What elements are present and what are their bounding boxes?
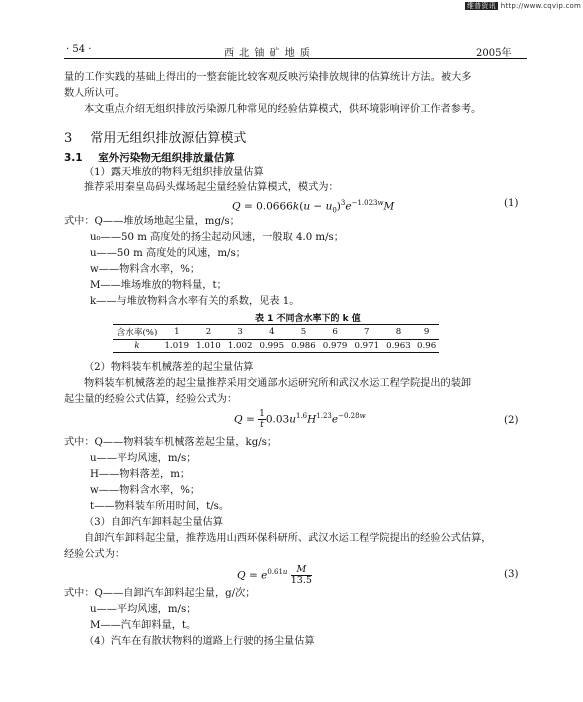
table1 (113, 324, 439, 353)
page-number: · 54 · (66, 44, 92, 55)
table-col: 3 (224, 325, 256, 340)
table-col: 5 (288, 325, 320, 340)
table-row-label: k (113, 340, 161, 353)
table-col: 6 (319, 325, 351, 340)
table-cell: 1.002 (224, 340, 256, 353)
table-col: 2 (193, 325, 225, 340)
item1-def-1: 式中：Q——堆放场地起尘量，mg/s； (64, 216, 240, 227)
watermark-url[interactable]: http://www.cqvip.com (500, 2, 581, 10)
item3-desc-1: 自卸汽车卸料起尘量，推荐选用山西环保科研所、武汉水运工程学院提出的经验公式估算， (84, 533, 492, 544)
table-header-label: 含水率(%) (113, 325, 161, 340)
equation-1: $Q = 0.0666k(u - u_0)^3e^{-1.023w}M$ (232, 199, 395, 215)
item1-def-5: M——堆场堆放的物料量，t； (90, 280, 227, 291)
table-cell: 0.986 (288, 340, 320, 353)
intro-line-2: 数人所认可。 (64, 88, 126, 99)
item1-def-4: w——物料含水率，%； (90, 264, 201, 275)
table-col: 7 (351, 325, 383, 340)
table-col: 4 (256, 325, 288, 340)
subsection-heading (64, 150, 235, 165)
item2-def-1: 式中：Q——物料装车机械落差起尘量，kg/s； (64, 437, 278, 448)
equation-2-number: (2) (504, 415, 519, 426)
watermark-label: 维普资讯 (466, 2, 496, 10)
section-heading (64, 127, 246, 146)
item2-def-4: w——物料含水率，%； (90, 485, 201, 496)
equation-3: $Q = e^{0.61u}$ $\frac{M}{13.5}$ (237, 564, 312, 586)
intro-line-1: 量的工作实践的基础上得出的一整套能比较客观反映污染排放规律的估算统计方法。被大多 (64, 72, 472, 83)
table-col: 8 (383, 325, 415, 340)
equation-1-number: (1) (504, 198, 519, 209)
item3-title: （3）自卸汽车卸料起尘量估算 (84, 517, 223, 528)
header-rule (64, 58, 527, 59)
subsection-number: 3.1 (64, 152, 83, 164)
table-cell: 0.995 (256, 340, 288, 353)
table1-caption: 表 1 不同含水率下的 k 值 (255, 314, 361, 324)
table-col: 1 (161, 325, 193, 340)
table-cell: 0.979 (319, 340, 351, 353)
subsection-title: 室外污染物无组织排放量估算 (98, 152, 235, 164)
item2-def-3: H——物料落差，m； (90, 469, 191, 480)
item2-def-2: u——平均风速，m/s； (90, 453, 197, 464)
equation-2: Q = $\frac{1}{t}$ $0.03u^{1.6}H^{1.23}e^{-0.28w}$ (234, 409, 366, 430)
item1-title: （1）露天堆放的物料无组织排放量估算 (84, 167, 264, 178)
table-cell: 0.96 (414, 340, 439, 353)
table-row-header (113, 325, 439, 340)
item3-def-2: u——平均风速，m/s； (90, 604, 197, 615)
item2-def-5: t——物料装车所用时间，t/s。 (90, 501, 230, 512)
table-row-values (113, 340, 439, 353)
year: 2005年 (476, 48, 512, 59)
table-cell: 0.971 (351, 340, 383, 353)
table-cell: 1.019 (161, 340, 193, 353)
journal-name: 西 北 铀 矿 地 质 (224, 48, 311, 59)
table-cell: 1.010 (193, 340, 225, 353)
equation-3-number: (3) (504, 569, 519, 580)
table-col: 9 (414, 325, 439, 340)
item2-desc-2: 起尘量的经验公式估算，经验公式为： (64, 394, 238, 405)
item1-desc: 推荐采用秦皇岛码头煤场起尘量经验估算模式，模式为： (84, 182, 339, 193)
table-cell: 0.963 (383, 340, 415, 353)
watermark (465, 1, 581, 11)
item1-def-6: k——与堆放物料含水率有关的系数，见表 1。 (90, 296, 300, 307)
item4-title: （4）汽车在有散状物料的道路上行驶的扬尘量估算 (84, 636, 315, 647)
item3-def-1: 式中：Q——自卸汽车卸料起尘量，g/次； (64, 588, 256, 599)
item2-title: （2）物料装车机械落差的起尘量估算 (84, 362, 254, 373)
item2-desc-1: 物料装车机械落差的起尘量推荐采用交通部水运研究所和武汉水运工程学院提出的装卸 (84, 378, 472, 389)
item3-def-3: M——汽车卸料量，t。 (90, 620, 197, 631)
intro-line-3: 本文重点介绍无组织排放污染源几种常见的经验估算模式，供环境影响评价工作者参考。 (84, 104, 482, 115)
item1-def-3: u——50 m 高度处的风速，m/s； (90, 248, 246, 259)
item3-desc-2: 经验公式为： (64, 549, 126, 560)
section-title: 常用无组织排放源估算模式 (90, 131, 247, 146)
section-number: 3 (64, 131, 73, 146)
item1-def-2: u₀——50 m 高度处的扬尘起动风速，一般取 4.0 m/s； (90, 232, 344, 243)
